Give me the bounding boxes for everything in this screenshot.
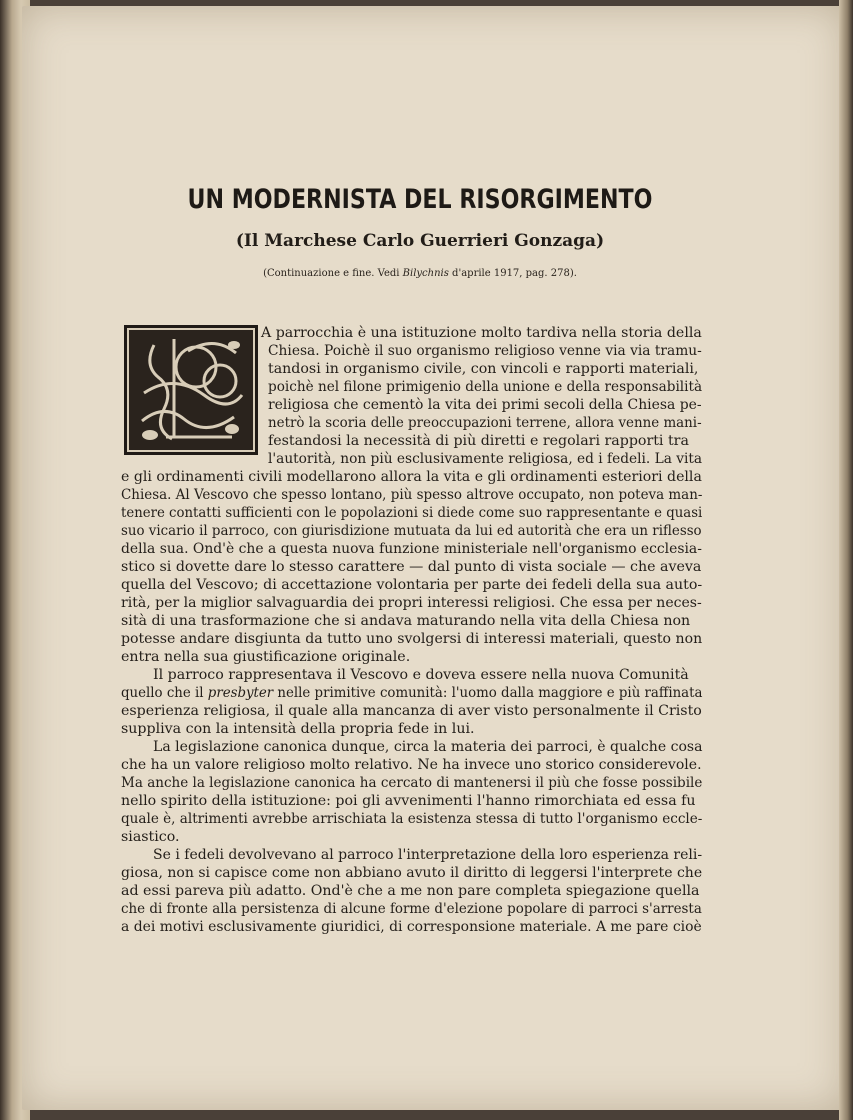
page-edge — [839, 0, 853, 1120]
paragraph-line: sità di una trasformazione che si andava maturando nella vita della Chiesa non — [121, 613, 691, 629]
paragraph-line: e gli ordinamenti civili modellarono allora la vita e gli ordinamenti esteriori della — [121, 469, 702, 485]
paragraph-line: suo vicario il parroco, con giurisdizione mutuata da lui ed autorità che era un riflesso — [121, 523, 702, 539]
continuation-note — [120, 268, 720, 279]
paragraph-line: nello spirito della istituzione: poi gli avvenimenti l'hanno rimorchiata ed essa fu — [121, 793, 696, 809]
note-text-before: (Continuazione e fine. Vedi — [263, 268, 403, 279]
paragraph-line — [121, 684, 702, 702]
paragraph-line: netrò la scoria delle preoccupazioni terrene, allora venne mani- — [268, 415, 702, 431]
paragraph-line: La legislazione canonica dunque, circa la materia dei parroci, è qualche cosa — [153, 739, 703, 755]
paragraph-line: esperienza religiosa, il quale alla mancanza di aver visto personalmente il Cristo — [121, 703, 702, 719]
italic-term: presbyter — [207, 685, 274, 701]
paragraph-line: Chiesa. Al Vescovo che spesso lontano, più spesso altrove occupato, non poteva man- — [121, 487, 703, 503]
line-segment: nelle primitive comunità: l'uomo dalla maggiore e più raffinata — [273, 685, 703, 701]
paragraph-line: ad essi pareva più adatto. Ond'è che a me non pare completa spiegazione quella — [121, 883, 700, 899]
paragraph-line: che ha un valore religioso molto relativo. Ne ha invece uno storico considerevole. — [121, 757, 702, 773]
paragraph-line: che di fronte alla persistenza di alcune forme d'elezione popolare di parroci s'arresta — [121, 901, 702, 917]
paragraph-line: Chiesa. Poichè il suo organismo religioso venne via via tramu- — [268, 343, 702, 359]
paragraph-line: a dei motivi esclusivamente giuridici, di corresponsione materiale. A me pare cioè — [121, 919, 702, 935]
article-title: UN MODERNISTA DEL RISORGIMENTO — [187, 184, 653, 215]
article-subtitle: (Il Marchese Carlo Guerrieri Gonzaga) — [235, 231, 605, 251]
line-segment: quello che il — [121, 685, 208, 701]
paragraph-line: quale è, altrimenti avrebbe arrischiata la esistenza stessa di tutto l'organismo eccle- — [121, 811, 703, 827]
paragraph-line: Il parroco rappresentava il Vescovo e doveva essere nella nuova Comunità — [153, 667, 689, 683]
paragraph-line: festandosi la necessità di più diretti e regolari rapporti tra — [268, 433, 689, 449]
paragraph-line: siastico. — [121, 829, 180, 845]
paragraph-line: l'autorità, non più esclusivamente religiosa, ed i fedeli. La vita — [268, 451, 703, 467]
paragraph-line: Se i fedeli devolvevano al parroco l'interpretazione della loro esperienza reli- — [153, 847, 703, 863]
paragraph-line: quella del Vescovo; di accettazione volontaria per parte dei fedeli della sua auto- — [121, 577, 703, 593]
paragraph-line: Ma anche la legislazione canonica ha cercato di mantenersi il più che fosse possibile — [121, 775, 703, 791]
paragraph-line: potesse andare disgiunta da tutto uno svolgersi di interessi materiali, questo non — [121, 631, 703, 647]
paragraph-line: tandosi in organismo civile, con vincoli e rapporti materiali, — [268, 361, 699, 377]
paragraph-line: stico si dovette dare lo stesso carattere — dal punto di vista sociale — che aveva — [121, 559, 702, 575]
paragraph-line: A parrocchia è una istituzione molto tardiva nella storia della — [261, 325, 702, 341]
paragraph-line: tenere contatti sufficienti con le popolazioni si diede come suo rappresentante e quasi — [121, 505, 703, 521]
paragraph-line: rità, per la miglior salvaguardia dei propri interessi religiosi. Che essa per neces- — [121, 595, 702, 611]
note-text-after: d'aprile 1917, pag. 278). — [448, 268, 577, 279]
ornamental-initial-icon — [124, 325, 258, 455]
paragraph-line: giosa, non si capisce come non abbiano avuto il diritto di leggersi l'interprete che — [121, 865, 703, 881]
paragraph-line: suppliva con la intensità della propria fede in lui. — [121, 721, 475, 737]
note-journal-name: Bilychnis — [402, 268, 449, 279]
paragraph-line: religiosa che cementò la vita dei primi secoli della Chiesa pe- — [268, 397, 702, 413]
paragraph-line: entra nella sua giustificazione originale. — [121, 649, 411, 665]
paragraph-line: poichè nel filone primigenio della unione e della responsabilità — [268, 379, 703, 395]
initial-ornament-svg — [124, 325, 258, 455]
paragraph-line: della sua. Ond'è che a questa nuova funzione ministeriale nell'organismo ecclesia- — [121, 541, 702, 557]
